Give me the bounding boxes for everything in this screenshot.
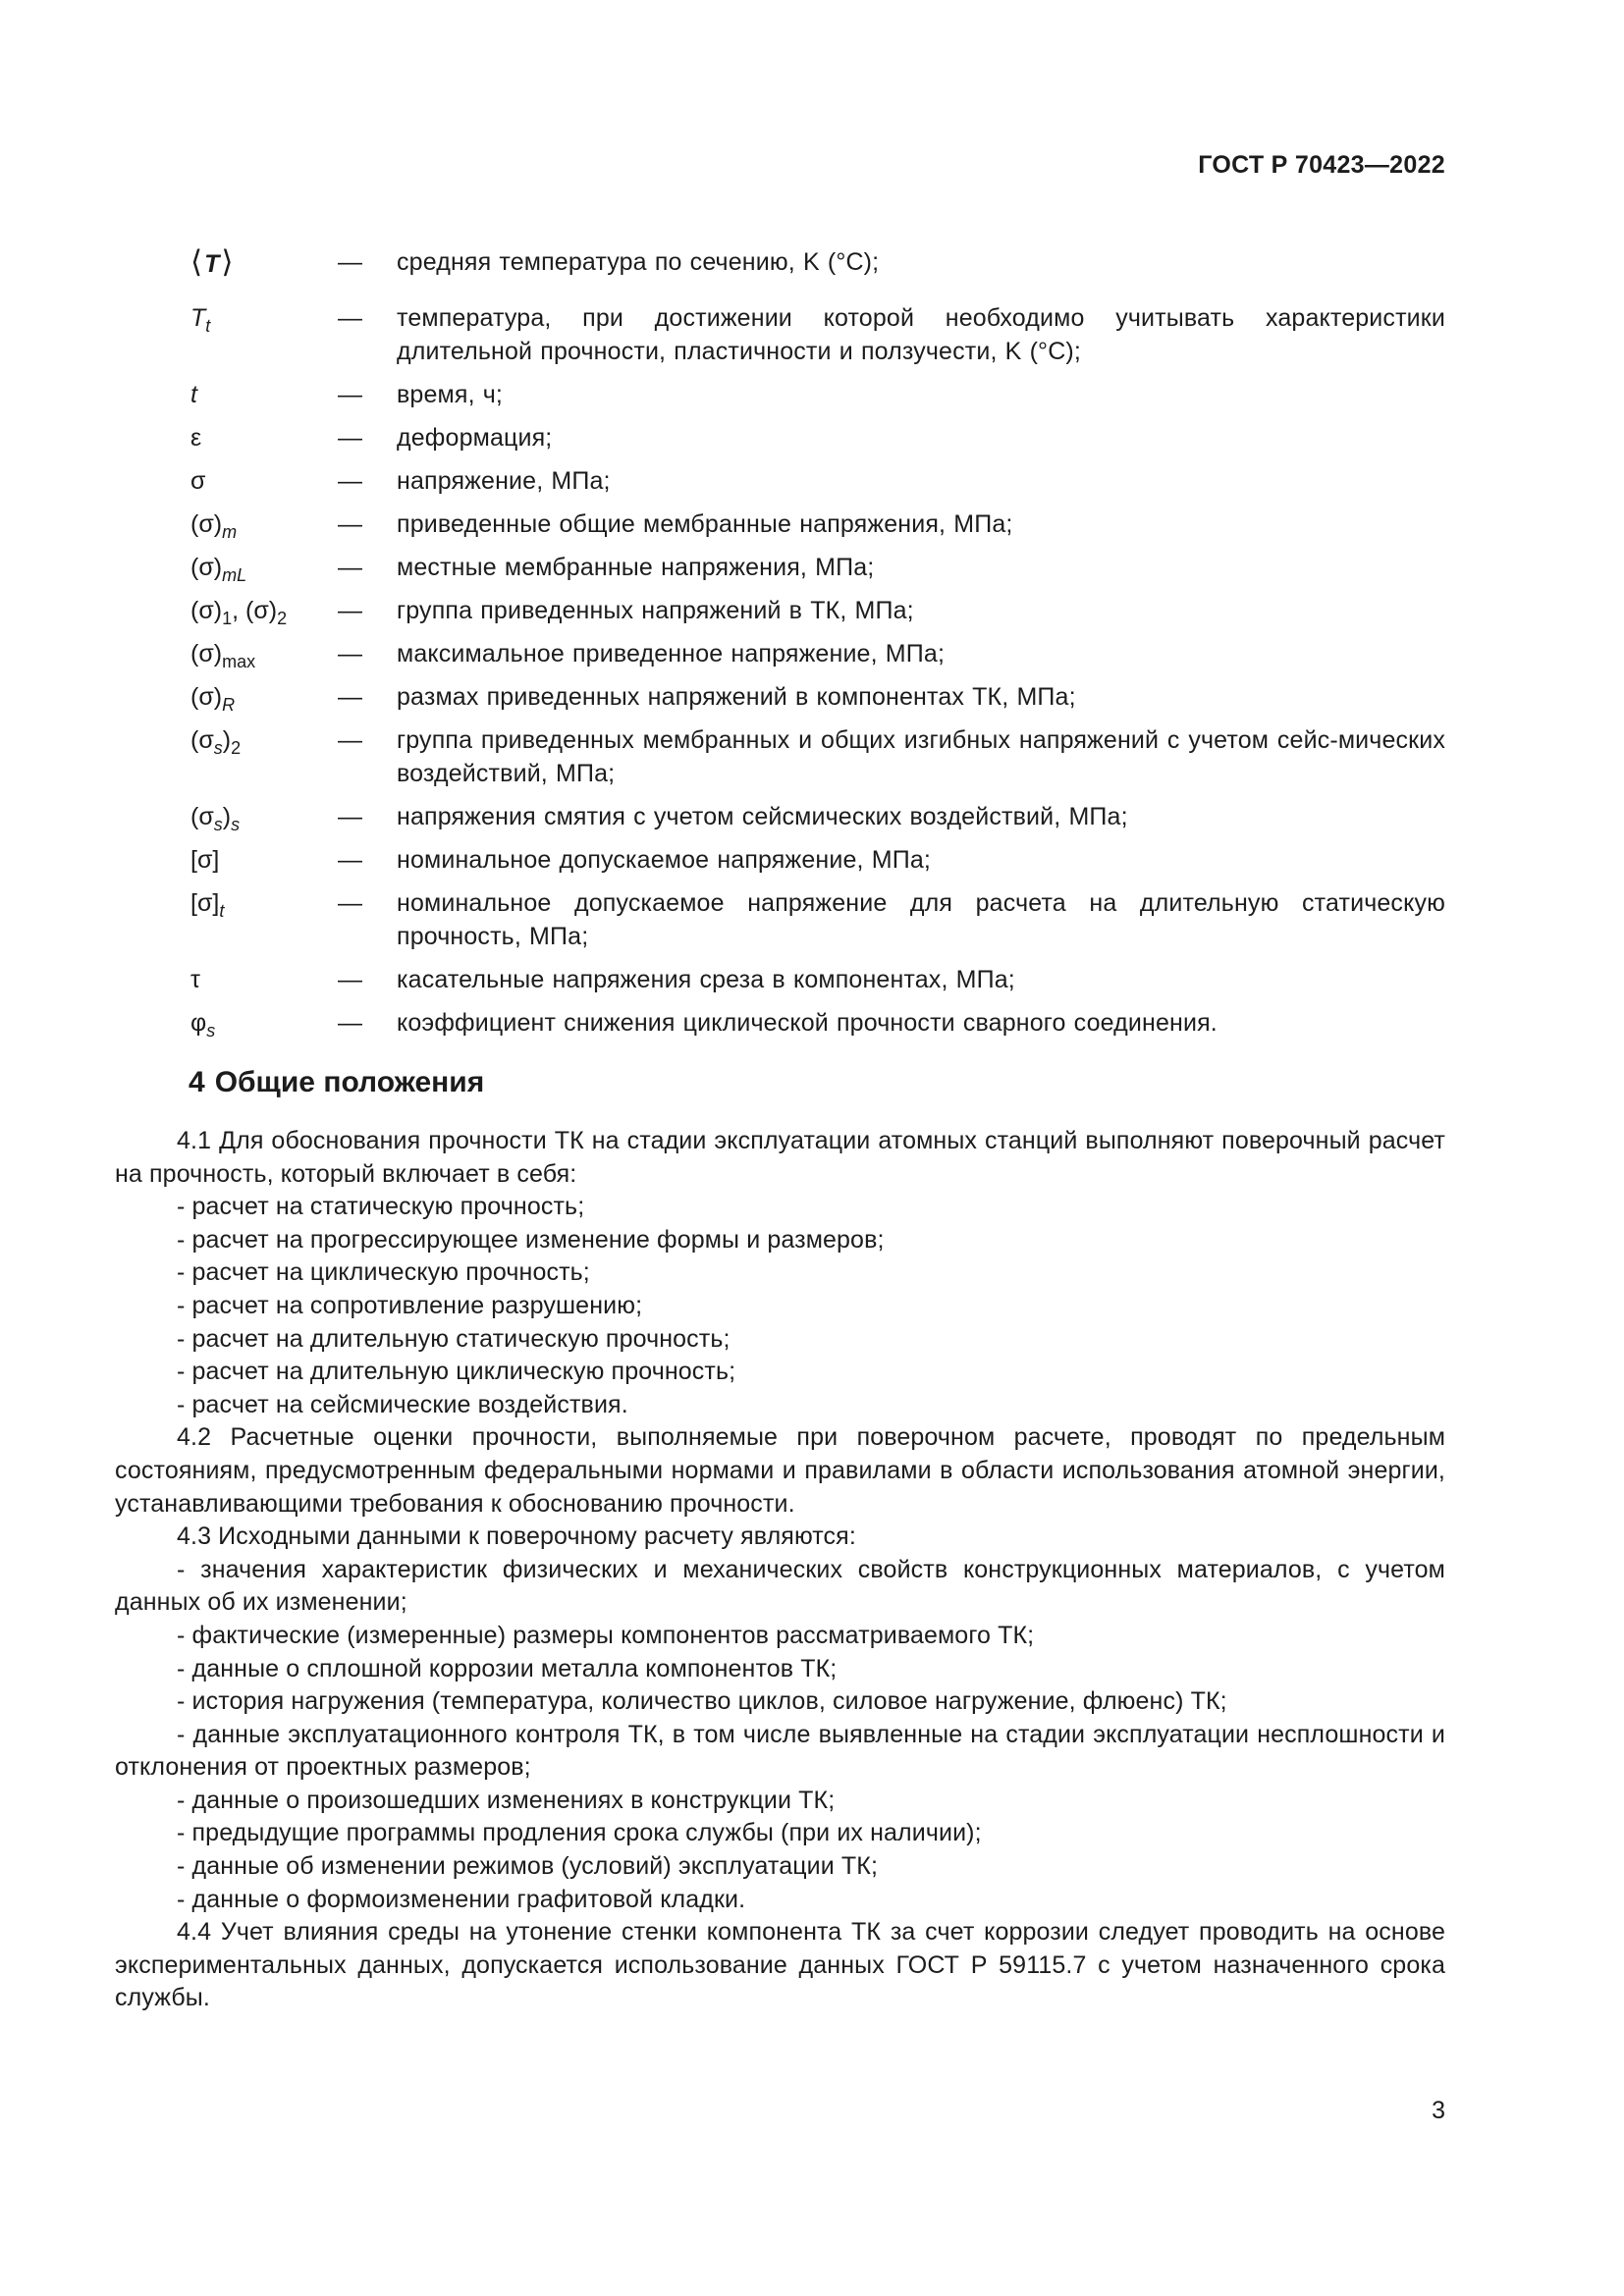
list-item: - расчет на длительную статическую прочность;	[177, 1324, 731, 1353]
dash: —	[338, 424, 362, 452]
symbol: $[\sigma]_t$	[190, 889, 225, 921]
list-item: - расчет на прогрессирующее изменение формы и размеров;	[177, 1225, 885, 1254]
symbol: σ	[190, 467, 206, 495]
symbol-row	[179, 843, 1445, 886]
symbol-row	[179, 421, 1445, 464]
paragraph: 4.3 Исходными данными к поверочному расчету являются:	[177, 1522, 856, 1551]
dash: —	[338, 846, 362, 874]
page-number: 3	[1432, 2097, 1445, 2124]
symbol: $(\sigma)_1$, $(\sigma)_2$	[190, 597, 288, 628]
symbol-definition: размах приведенных напряжений в компонентах ТК, МПа;	[397, 683, 1076, 711]
symbol-row	[179, 594, 1445, 637]
symbol-definition: температура, при достижении которой необходимо учитывать характеристики длительной прочности, пластичности и ползучести, K (°C);	[397, 304, 1445, 365]
dash: —	[338, 510, 362, 538]
symbol-row	[179, 551, 1445, 594]
dash: —	[338, 966, 362, 993]
symbol-definition: время, ч;	[397, 381, 504, 408]
dash: —	[338, 683, 362, 711]
list-item: - данные об изменении режимов (условий) эксплуатации ТК;	[177, 1852, 879, 1881]
symbol-definition: напряжения смятия с учетом сейсмических воздействий, МПа;	[397, 803, 1128, 830]
symbol-row	[179, 637, 1445, 680]
dash: —	[338, 597, 362, 624]
list-item: - предыдущие программы продления срока службы (при их наличии);	[177, 1819, 982, 1847]
symbol: $(\sigma_s)_2$	[190, 726, 242, 758]
symbol-definition: группа приведенных мембранных и общих изгибных напряжений с учетом сейс-мических воздействий, МПа;	[397, 726, 1445, 787]
dash: —	[338, 640, 362, 667]
list-item: - история нагружения (температура, количество циклов, силовое нагружение, флюенс) ТК;	[177, 1687, 1227, 1716]
dash: —	[338, 1009, 362, 1037]
symbol-definition: деформация;	[397, 424, 553, 452]
paragraph: 4.1 Для обоснования прочности ТК на стадии эксплуатации атомных станций выполняют поверочный расчет на прочность, который включает в себя:	[115, 1127, 1445, 1188]
symbol-definition: касательные напряжения среза в компонентах, МПа;	[397, 966, 1015, 993]
list-item: - фактические (измеренные) размеры компонентов рассматриваемого ТК;	[177, 1621, 1035, 1649]
symbol: $(\sigma)_R$	[190, 683, 236, 715]
dash: —	[338, 726, 362, 754]
dash: —	[338, 554, 362, 581]
symbol-definition: местные мембранные напряжения, МПа;	[397, 554, 875, 581]
symbol: $\varphi_s$	[190, 1009, 216, 1041]
dash: —	[338, 304, 362, 332]
symbol: $(\sigma)_{max}$	[190, 640, 256, 671]
list-item: - расчет на сейсмические воздействия.	[177, 1390, 628, 1418]
symbol: ⟨T⟩	[190, 244, 234, 279]
list-item: - данные о сплошной коррозии металла компонентов ТК;	[177, 1654, 838, 1682]
symbol-row	[179, 886, 1445, 963]
symbol-row	[179, 464, 1445, 507]
symbol-row	[179, 680, 1445, 723]
list-item: - данные о формоизменении графитовой кладки.	[177, 1885, 746, 1913]
symbol-definition: напряжение, МПа;	[397, 467, 611, 495]
list-item: - расчет на длительную циклическую прочность;	[177, 1358, 736, 1386]
symbol-definition: номинальное допускаемое напряжение для расчета на длительную статическую прочность, МПа;	[397, 889, 1445, 950]
list-item: - данные о произошедших изменениях в конструкции ТК;	[177, 1786, 836, 1814]
dash: —	[338, 889, 362, 917]
list-item: - значения характеристик физических и механических свойств конструкционных материалов, с учетом данных об их изменении;	[115, 1555, 1445, 1617]
list-item: - данные эксплуатационного контроля ТК, в том числе выявленные на стадии эксплуатации несплошности и отклонения от проектных размеров;	[115, 1720, 1445, 1782]
document-number: ГОСТ Р 70423—2022	[1198, 151, 1445, 179]
symbol: t	[190, 381, 197, 408]
symbol-row	[179, 800, 1445, 843]
symbol-row	[179, 723, 1445, 800]
dash: —	[338, 803, 362, 830]
symbol-row	[179, 507, 1445, 551]
list-item: - расчет на циклическую прочность;	[177, 1258, 590, 1287]
symbol-definition: средняя температура по сечению, K (°C);	[397, 248, 880, 276]
symbol-definition: приведенные общие мембранные напряжения, МПа;	[397, 510, 1013, 538]
paragraph: 4.2 Расчетные оценки прочности, выполняемые при поверочном расчете, проводят по предельным состояниям, предусмотренным федеральными нормами и правилами в области использования атомной энергии, устанавливающими требования к обоснованию прочности.	[115, 1423, 1445, 1518]
symbol-definition: номинальное допускаемое напряжение, МПа;	[397, 846, 931, 874]
symbol-list	[179, 245, 1445, 1049]
symbol-row	[179, 1006, 1445, 1049]
symbol-definition: группа приведенных напряжений в ТК, МПа;	[397, 597, 914, 624]
list-item: - расчет на сопротивление разрушению;	[177, 1291, 643, 1319]
symbol-definition: коэффициент снижения циклической прочности сварного соединения.	[397, 1009, 1218, 1037]
symbol-row	[179, 963, 1445, 1006]
symbol-row	[179, 245, 1445, 301]
dash: —	[338, 467, 362, 495]
paragraph: 4.4 Учет влияния среды на утонение стенки компонента ТК за счет коррозии следует проводить на основе экспериментальных данных, допускается использование данных ГОСТ Р 59115.7 с учетом назначенного срока службы.	[115, 1918, 1445, 2012]
dash: —	[338, 381, 362, 408]
symbol: [σ]	[190, 846, 220, 874]
section-heading	[189, 1066, 484, 1099]
section-body	[115, 1125, 1445, 2015]
list-item: - расчет на статическую прочность;	[177, 1193, 585, 1221]
symbol: ε	[190, 424, 202, 452]
symbol: $(\sigma)_{mL}$	[190, 554, 247, 585]
dash: —	[338, 248, 362, 276]
symbol: $(\sigma_s)_s$	[190, 803, 241, 834]
symbol-row	[179, 301, 1445, 378]
symbol-row	[179, 378, 1445, 421]
symbol-definition: максимальное приведенное напряжение, МПа;	[397, 640, 946, 667]
symbol: $T_t$	[190, 304, 211, 336]
symbol: $(\sigma)_m$	[190, 510, 238, 542]
symbol: τ	[190, 966, 200, 993]
section-number: 4	[189, 1066, 205, 1098]
section-title: Общие положения	[214, 1066, 485, 1098]
